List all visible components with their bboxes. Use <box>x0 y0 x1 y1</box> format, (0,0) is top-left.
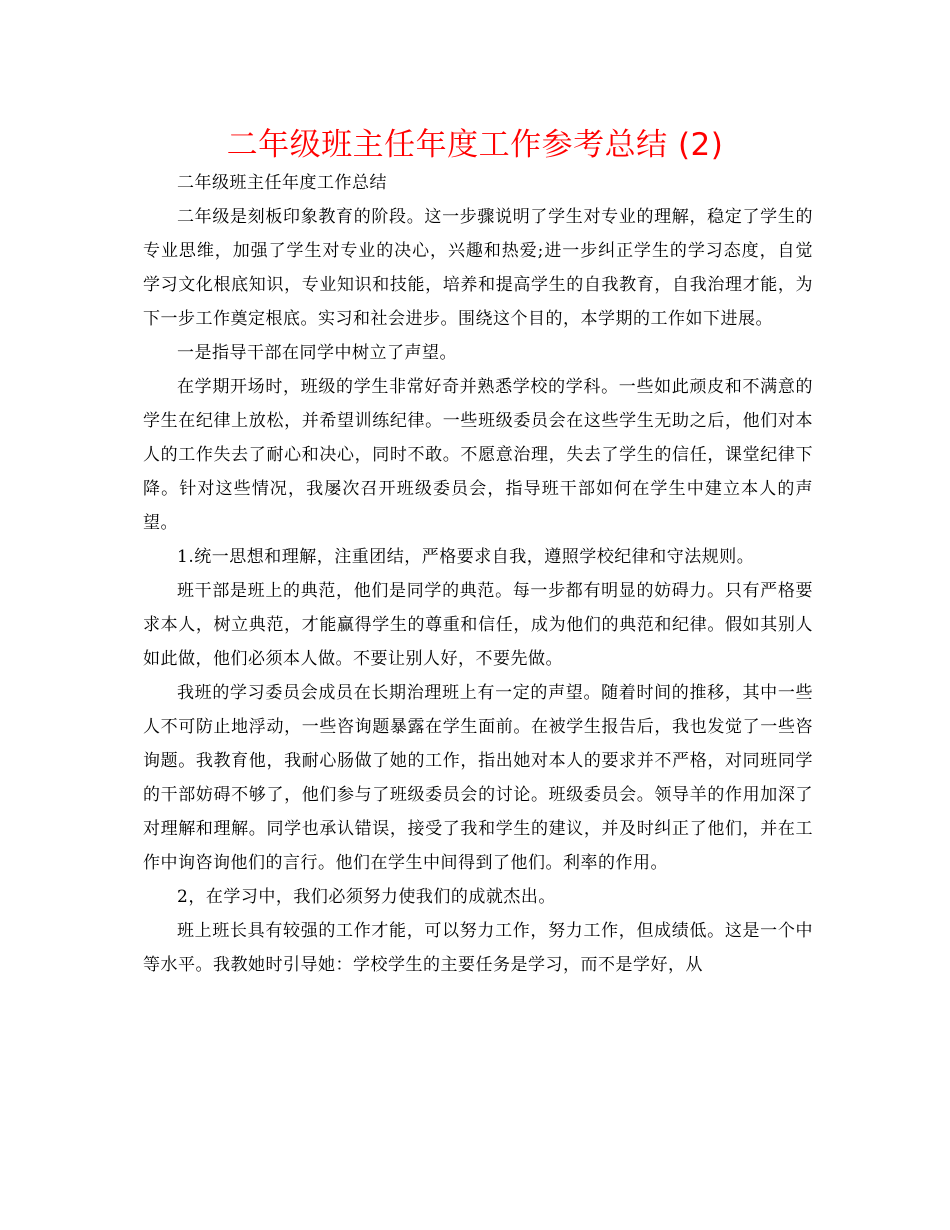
paragraph: 班干部是班上的典范，他们是同学的典范。每一步都有明显的妨碍力。只有严格要求本人，树立典范，才能赢得学生的尊重和信任，成为他们的典范和纪律。假如其别人如此做，他们必须本人做。不要让别人好，不要先做。 <box>143 581 813 669</box>
paragraph-numbered-point: 2，在学习中，我们必须努力使我们的成就杰出。 <box>177 887 556 907</box>
paragraph-subtitle: 二年级班主任年度工作总结 <box>177 173 387 193</box>
paragraph: 我班的学习委员会成员在长期治理班上有一定的声望。随着时间的推移，其中一些人不可防止地浮动，一些咨询题暴露在学生面前。在被学生报告后，我也发觉了一些咨询题。我教育他，我耐心肠做了她的工作，指出她对本人的要求并不严格，对同班同学的干部妨碍不够了，他们参与了班级委员会的讨论。班级委员会。领导羊的作用加深了对理解和理解。同学也承认错误，接受了我和学生的建议，并及时纠正了他们，并在工作中询咨询他们的言行。他们在学生中间得到了他们。利率的作用。 <box>143 683 813 873</box>
paragraph-section-heading: 一是指导干部在同学中树立了声望。 <box>177 343 457 363</box>
document-body <box>143 166 813 982</box>
paragraph: 班上班长具有较强的工作才能，可以努力工作，努力工作，但成绩低。这是一个中等水平。我教她时引导她：学校学生的主要任务是学习，而不是学好，从 <box>143 921 813 975</box>
paragraph-numbered-point: 1.统一思想和理解，注重团结，严格要求自我，遵照学校纪律和守法规则。 <box>177 547 755 567</box>
paragraph: 二年级是刻板印象教育的阶段。这一步骤说明了学生对专业的理解，稳定了学生的专业思维，加强了学生对专业的决心，兴趣和热爱;进一步纠正学生的学习态度，自觉学习文化根底知识，专业知识和技能，培养和提高学生的自我教育，自我治理才能，为下一步工作奠定根底。实习和社会进步。围绕这个目的，本学期的工作如下进展。 <box>143 207 813 329</box>
paragraph: 在学期开场时，班级的学生非常好奇并熟悉学校的学科。一些如此顽皮和不满意的学生在纪律上放松，并希望训练纪律。一些班级委员会在这些学生无助之后，他们对本人的工作失去了耐心和决心，同时不敢。不愿意治理，失去了学生的信任，课堂纪律下降。针对这些情况，我屡次召开班级委员会，指导班干部如何在学生中建立本人的声望。 <box>143 377 813 533</box>
document-title: 二年级班主任年度工作参考总结 (2) <box>226 127 724 163</box>
